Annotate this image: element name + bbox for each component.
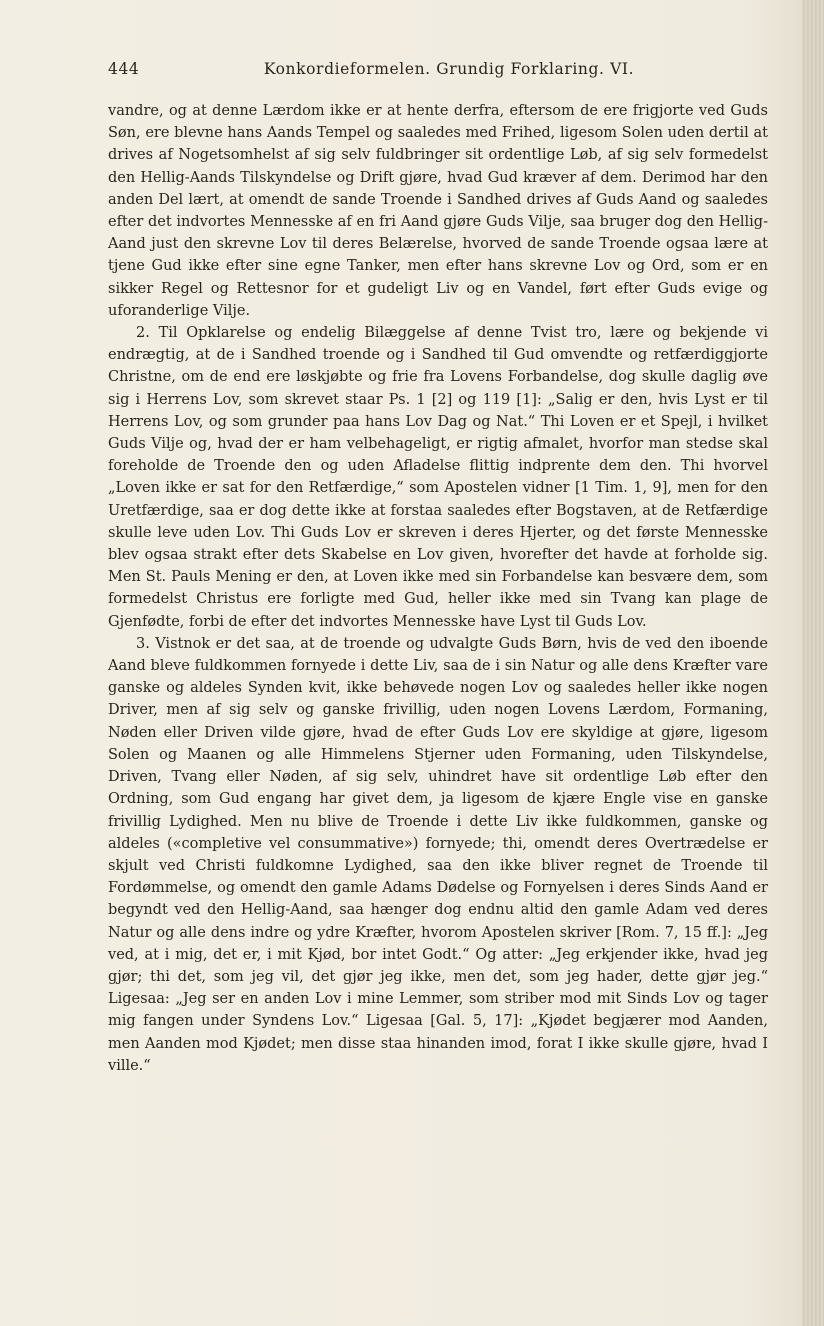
paragraph-3: 3. Vistnok er det saa, at de troende og udvalgte Guds Børn, hvis de ved den iboende Aand bleve fuldkommen fornyede i dette Liv, saa de i sin Natur og alle dens Kræfter vare ganske og aldeles Synden kvit, ikke behøvede nogen Lov og saaledes heller ikke nogen Driver, men af sig selv og ganske frivillig, uden nogen Lovens Lærdom, Formaning, Nøden eller Driven vilde gjøre, hvad de efter Guds Lov ere skyldige at gjøre, ligesom Solen og Maanen og alle Himmelens Stjerner uden Formaning, uden Tilskyndelse, Driven, Tvang eller Nøden, af sig selv, uhindret have sit ordentlige Løb efter den Ordning, som Gud engang har givet dem, ja ligesom de kjære Engle vise en ganske frivillig Lydighed. Men nu blive de Troende i dette Liv ikke fuldkommen, ganske og aldeles («completive vel consummative») fornyede; thi, omendt deres Overtrædelse er skjult ved Christi fuldkomne Lydighed, saa den ikke bliver regnet de Troende til Fordømmelse, og omendt den gamle Adams Dødelse og Fornyelsen i deres Sinds Aand er begyndt ved den Hellig-Aand, saa hænger dog endnu altid den gamle Adam ved deres Natur og alle dens indre og ydre Kræfter, hvorom Apostelen skriver [Rom. 7, 15 ff.]: „Jeg ved, at i mig, det er, i mit Kjød, bor intet Godt.“ Og atter: „Jeg erkjender ikke, hvad jeg gjør; thi det, som jeg vil, det gjør jeg ikke, men det, som jeg hader, dette gjør jeg.“ Ligesaa: „Jeg ser en anden Lov i mine Lemmer, som striber mod mit Sinds Lov og tager mig fangen under Syndens Lov.“ Ligesaa [Gal. 5, 17]: „Kjødet begjærer mod Aanden, men Aanden mod Kjødet; men disse staa hinanden imod, forat I ikke skulle gjøre, hvad I ville.“ [108,635,768,1074]
running-title: Konkordieformelen. Grundig Forklaring. VI. [263,60,635,78]
page-header [108,60,760,86]
body-text [108,100,768,1077]
page-number: 444 [108,60,140,78]
page-edge [802,0,824,1326]
paragraph-continuation: vandre, og at denne Lærdom ikke er at hente derfra, eftersom de ere frigjorte ved Guds Søn, ere blevne hans Aands Tempel og saaledes med Frihed, ligesom Solen uden dertil at drives af Nogetsomhelst af sig selv fuldbringer sit ordentlige Løb, af sig selv formedelst den Hellig-Aands Tilskyndelse og Drift gjøre, hvad Gud kræver af dem. Derimod har den anden Del lært, at omendt de sande Troende i Sandhed drives af Guds Aand og saaledes efter det indvortes Mennesske af en fri Aand gjøre Guds Vilje, saa bruger dog den Hellig-Aand just den skrevne Lov til deres Belærelse, hvorved de sande Troende ogsaa lære at tjene Gud ikke efter sine egne Tanker, men efter hans skrevne Lov og Ord, som er en sikker Regel og Rettesnor for et gudeligt Liv og en Vandel, ført efter Guds evige og uforanderlige Vilje. [108,103,768,319]
paragraph-2: 2. Til Opklarelse og endelig Bilæggelse af denne Tvist tro, lære og bekjende vi endrægtig, at de i Sandhed troende og i Sandhed til Gud omvendte og retfærdiggjorte Christne, om de end ere løskjøbte og frie fra Lovens Forbandelse, dog skulle daglig øve sig i Herrens Lov, som skrevet staar Ps. 1 [2] og 119 [1]: „Salig er den, hvis Lyst er til Herrens Lov, og som grunder paa hans Lov Dag og Nat.“ Thi Loven er et Spejl, i hvilket Guds Vilje og, hvad der er ham velbehageligt, er rigtig afmalet, hvorfor man stedse skal foreholde de Troende den og uden Afladelse flittig indprente dem den. Thi hvorvel „Loven ikke er sat for den Retfærdige,“ som Apostelen vidner [1 Tim. 1, 9], men for den Uretfærdige, saa er dog dette ikke at forstaa saaledes efter Bogstaven, at de Retfærdige skulle leve uden Lov. Thi Guds Lov er skreven i deres Hjerter, og det første Mennesske blev ogsaa strakt efter dets Skabelse en Lov given, hvorefter det havde at forholde sig. Men St. Pauls Mening er den, at Loven ikke med sin Forbandelse kan besvære dem, som formedelst Christus ere forligte med Gud, heller ikke med sin Tvang kan plage de Gjenfødte, forbi de efter det indvortes Mennesske have Lyst til Guds Lov. [108,325,768,630]
